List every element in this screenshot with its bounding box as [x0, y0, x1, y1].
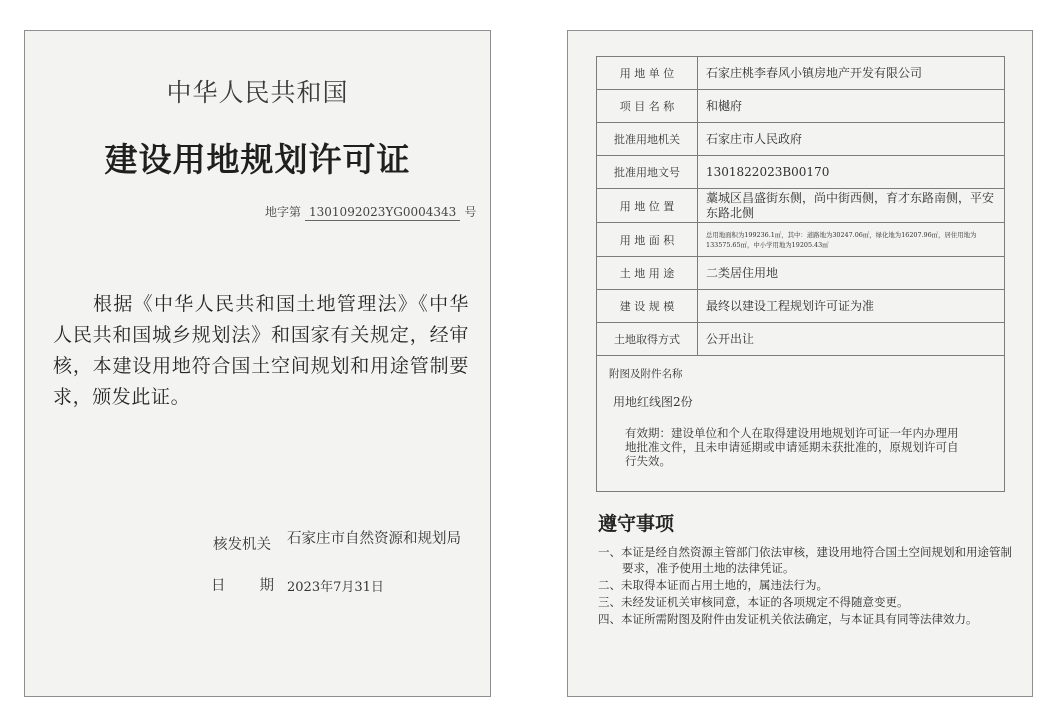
approval-document-no-label: 批准用地文号 — [597, 156, 698, 189]
list-item: 三、未经发证机关审核同意，本证的各项规定不得随意变更。 — [598, 595, 909, 609]
table-row — [597, 290, 1005, 323]
land-use-value: 二类居住用地 — [698, 257, 1005, 290]
table-row — [597, 123, 1005, 156]
country-name: 中华人民共和国 — [166, 78, 349, 107]
notice-list — [598, 544, 1016, 628]
list-item: 一、本证是经自然资源主管部门依法审核，建设用地符合国土空间规划和用途管制要求，准予使用土地的法律凭证。 — [598, 545, 1012, 575]
attachments-value: 用地红线图2份 — [613, 395, 693, 409]
land-area-value: 总用地面积为199236.1㎡，其中：道路地为30247.06㎡，绿化地为16207.96㎡，居住用地为133575.65㎡，中小学用地为19205.43㎡ — [698, 223, 1005, 257]
issuing-authority: 石家庄市自然资源和规划局 — [287, 531, 461, 547]
table-row — [597, 189, 1005, 223]
table-row — [597, 257, 1005, 290]
table-row — [597, 323, 1005, 356]
certificate-details-page — [567, 30, 1033, 697]
list-item: 二、未取得本证而占用土地的，属违法行为。 — [598, 578, 828, 592]
attachments-cell — [597, 356, 1005, 492]
land-acquisition-method-value: 公开出让 — [698, 323, 1005, 356]
land-location-value: 藁城区昌盛街东侧，尚中街西侧，育才东路南侧，平安东路北侧 — [698, 189, 1005, 223]
land-acquisition-method-label: 土地取得方式 — [597, 323, 698, 356]
land-info-table — [596, 56, 1005, 492]
certificate-number: 1301092023YG0004343 — [305, 205, 460, 221]
table-row — [597, 356, 1005, 492]
table-row — [597, 156, 1005, 189]
attachments-label: 附图及附件名称 — [609, 368, 683, 380]
certificate-title: 建设用地规划许可证 — [104, 140, 411, 179]
table-row — [597, 223, 1005, 257]
certificate-number-prefix: 地字第 — [265, 205, 302, 219]
issuing-authority-label: 核发机关 — [213, 537, 271, 553]
land-user-label: 用 地 单 位 — [597, 57, 698, 90]
land-use-label: 土 地 用 途 — [597, 257, 698, 290]
approval-authority-value: 石家庄市人民政府 — [698, 123, 1005, 156]
certificate-number-suffix: 号 — [464, 205, 477, 219]
table-row — [597, 90, 1005, 123]
project-name-value: 和樾府 — [698, 90, 1005, 123]
construction-scale-label: 建 设 规 模 — [597, 290, 698, 323]
validity-statement: 有效期：建设单位和个人在取得建设用地规划许可证一年内办理用地批准文件，且未申请延期或申请延期未获批准的，原规划许可自行失效。 — [625, 426, 959, 468]
table-row — [597, 57, 1005, 90]
approval-authority-label: 批准用地机关 — [597, 123, 698, 156]
issue-date-label: 日期 — [211, 578, 308, 594]
certificate-cover-page — [24, 30, 491, 697]
issuance-statement: 根据《中华人民共和国土地管理法》《中华人民共和国城乡规划法》和国家有关规定，经审核，本建设用地符合国土空间规划和用途管制要求，颁发此证。 — [53, 293, 469, 408]
land-location-label: 用 地 位 置 — [597, 189, 698, 223]
construction-scale-value: 最终以建设工程规划许可证为准 — [698, 290, 1005, 323]
notice-title: 遵守事项 — [598, 513, 675, 535]
land-area-label: 用 地 面 积 — [597, 223, 698, 257]
certificate-number-line — [265, 203, 476, 221]
project-name-label: 项 目 名 称 — [597, 90, 698, 123]
approval-document-no-value: 1301822023B00170 — [698, 156, 1005, 189]
list-item: 四、本证所需附图及附件由发证机关依法确定，与本证具有同等法律效力。 — [598, 612, 978, 626]
land-user-value: 石家庄桃李春风小镇房地产开发有限公司 — [698, 57, 1005, 90]
issue-date: 2023年7月31日 — [287, 580, 384, 595]
